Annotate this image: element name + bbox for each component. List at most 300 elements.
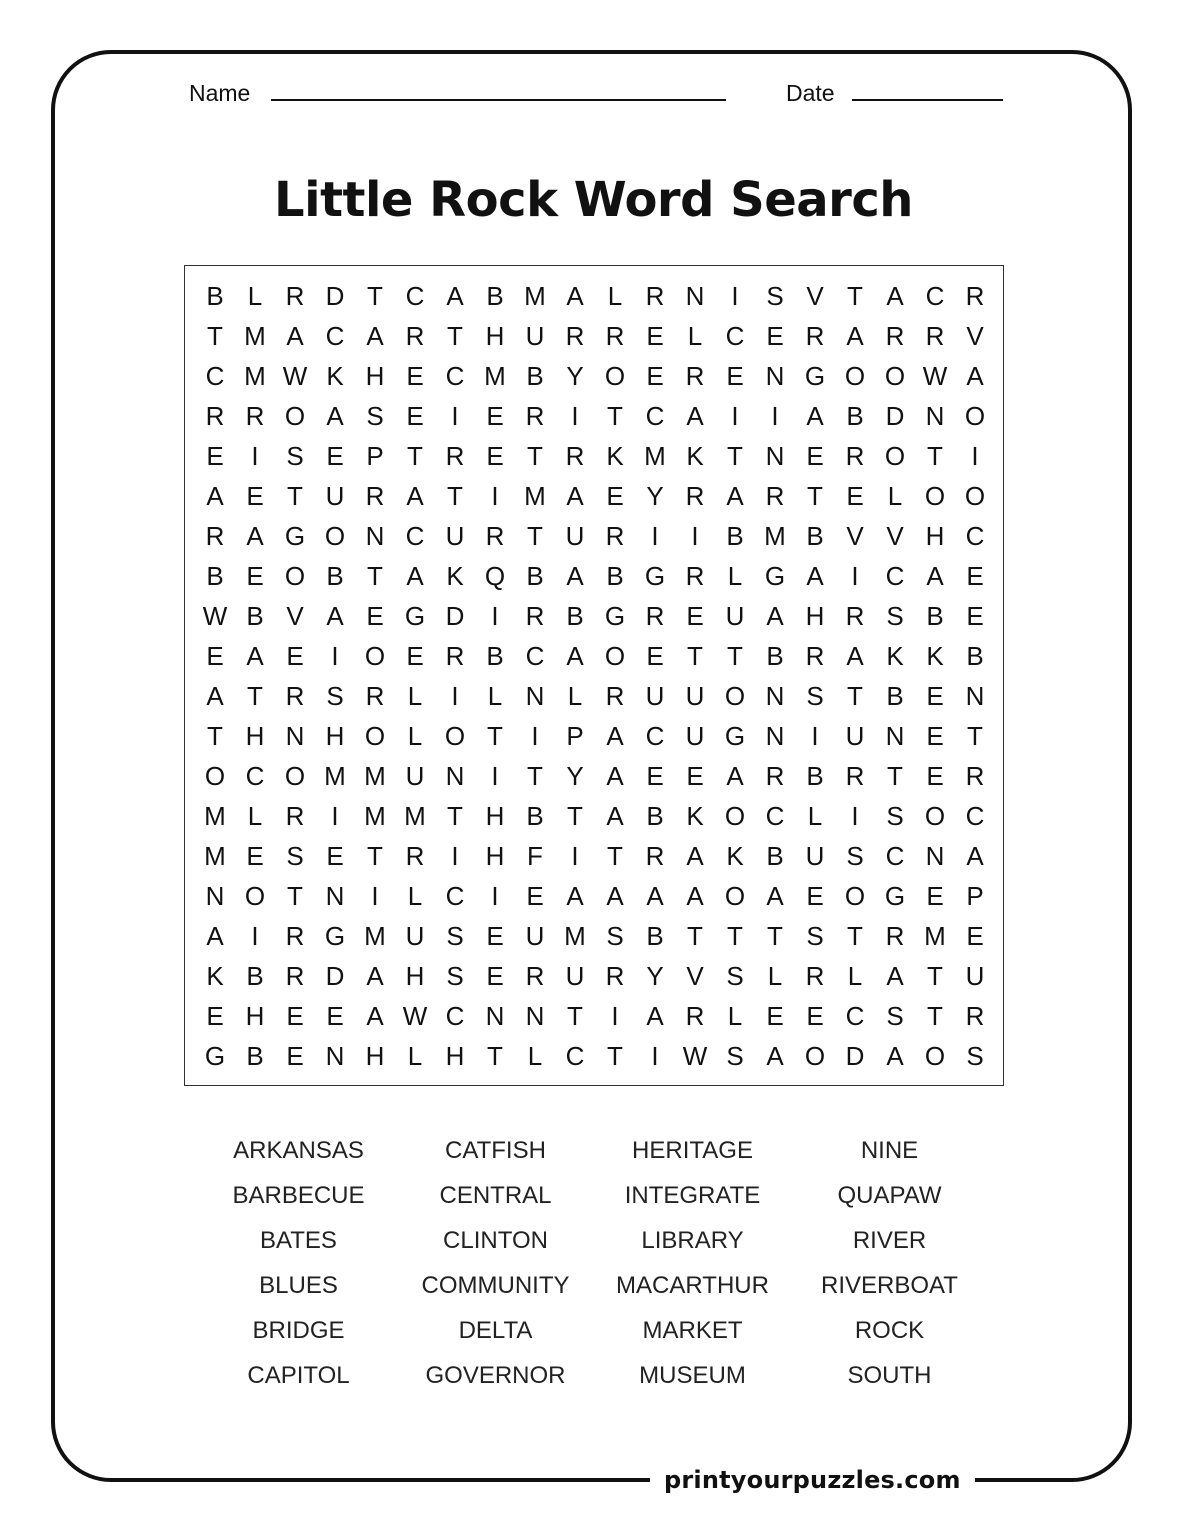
grid-cell: R	[685, 480, 705, 511]
grid-cell: C	[525, 640, 545, 671]
grid-cell: R	[605, 680, 625, 711]
grid-cell: E	[806, 880, 824, 911]
grid-cell: B	[246, 600, 264, 631]
grid-cell: L	[807, 800, 823, 831]
grid-cell: E	[206, 1000, 224, 1031]
word-list-item: MACARTHUR	[616, 1272, 769, 1299]
grid-cell: O	[844, 360, 866, 391]
grid-cell: C	[965, 800, 985, 831]
grid-cell: A	[846, 640, 864, 671]
grid-cell: T	[927, 1000, 943, 1031]
grid-cell: T	[287, 880, 303, 911]
grid-cell: N	[525, 1000, 545, 1031]
grid-cell: H	[365, 1040, 385, 1071]
grid-cell: A	[366, 1000, 384, 1031]
grid-cell: U	[965, 960, 985, 991]
grid-cell: E	[926, 760, 944, 791]
grid-cell: I	[451, 400, 459, 431]
grid-cell: T	[767, 920, 783, 951]
grid-cell: R	[285, 960, 305, 991]
grid-cell: F	[527, 840, 543, 871]
grid-cell: W	[682, 1040, 708, 1071]
grid-cell: E	[646, 360, 664, 391]
grid-cell: O	[364, 640, 386, 671]
grid-cell: L	[727, 1000, 743, 1031]
grid-cell: T	[207, 720, 223, 751]
grid-cell: A	[606, 800, 624, 831]
grid-cell: C	[885, 840, 905, 871]
grid-cell: B	[206, 560, 224, 591]
grid-cell: K	[686, 800, 704, 831]
grid-cell: G	[204, 1040, 226, 1071]
grid-cell: U	[445, 520, 465, 551]
grid-cell: A	[406, 560, 424, 591]
grid-cell: I	[731, 280, 739, 311]
grid-cell: N	[965, 680, 985, 711]
grid-cell: N	[325, 1040, 345, 1071]
grid-cell: D	[845, 1040, 865, 1071]
grid-cell: I	[531, 720, 539, 751]
grid-cell: E	[966, 920, 984, 951]
grid-cell: A	[966, 840, 984, 871]
grid-cell: R	[765, 760, 785, 791]
grid-cell: A	[246, 520, 264, 551]
grid-cell: I	[811, 720, 819, 751]
grid-cell: A	[846, 320, 864, 351]
grid-cell: I	[331, 640, 339, 671]
grid-cell: I	[331, 800, 339, 831]
grid-cell: R	[885, 320, 905, 351]
word-list-item: RIVERBOAT	[821, 1272, 958, 1299]
grid-cell: C	[445, 880, 465, 911]
grid-cell: M	[244, 320, 266, 351]
grid-cell: L	[687, 320, 703, 351]
grid-cell: I	[651, 520, 659, 551]
grid-cell: H	[805, 600, 825, 631]
grid-cell: M	[764, 520, 786, 551]
grid-cell: O	[844, 880, 866, 911]
grid-cell: E	[246, 480, 264, 511]
grid-cell: S	[366, 400, 384, 431]
grid-cell: I	[491, 600, 499, 631]
grid-cell: E	[406, 360, 424, 391]
grid-cell: Y	[646, 480, 664, 511]
grid-cell: R	[205, 400, 225, 431]
grid-cell: B	[566, 600, 584, 631]
grid-cell: T	[607, 840, 623, 871]
grid-cell: R	[525, 400, 545, 431]
grid-cell: R	[685, 360, 705, 391]
grid-cell: A	[606, 880, 624, 911]
grid-cell: E	[486, 960, 504, 991]
grid-cell: N	[925, 400, 945, 431]
grid-cell: E	[806, 1000, 824, 1031]
grid-cell: I	[451, 680, 459, 711]
grid-cell: A	[926, 560, 944, 591]
grid-cell: S	[726, 1040, 744, 1071]
grid-cell: C	[445, 1000, 465, 1031]
grid-cell: T	[487, 720, 503, 751]
grid-cell: O	[884, 360, 906, 391]
grid-cell: I	[491, 760, 499, 791]
grid-cell: A	[686, 880, 704, 911]
grid-cell: A	[366, 320, 384, 351]
grid-cell: O	[604, 360, 626, 391]
grid-cell: N	[765, 440, 785, 471]
grid-cell: L	[567, 680, 583, 711]
grid-cell: T	[607, 1040, 623, 1071]
grid-cell: B	[766, 640, 784, 671]
grid-cell: L	[487, 680, 503, 711]
grid-cell: A	[806, 400, 824, 431]
grid-cell: L	[887, 480, 903, 511]
word-list-item: BRIDGE	[252, 1317, 345, 1344]
grid-cell: B	[846, 400, 864, 431]
grid-cell: E	[926, 680, 944, 711]
grid-cell: I	[571, 840, 579, 871]
grid-cell: I	[651, 1040, 659, 1071]
grid-cell: T	[287, 480, 303, 511]
grid-cell: H	[365, 360, 385, 391]
grid-cell: T	[567, 1000, 583, 1031]
grid-cell: E	[206, 640, 224, 671]
grid-cell: D	[445, 600, 465, 631]
grid-cell: U	[325, 480, 345, 511]
grid-cell: N	[205, 880, 225, 911]
grid-cell: M	[644, 440, 666, 471]
grid-cell: B	[526, 360, 544, 391]
grid-cell: T	[847, 680, 863, 711]
grid-cell: C	[405, 520, 425, 551]
word-list-item: CLINTON	[443, 1227, 548, 1254]
grid-cell: N	[365, 520, 385, 551]
grid-cell: A	[206, 920, 224, 951]
grid-cell: R	[645, 600, 665, 631]
grid-cell: T	[367, 280, 383, 311]
grid-cell: N	[765, 360, 785, 391]
grid-cell: T	[927, 960, 943, 991]
grid-cell: T	[687, 640, 703, 671]
grid-cell: O	[444, 720, 466, 751]
grid-cell: I	[491, 880, 499, 911]
grid-cell: U	[645, 680, 665, 711]
grid-cell: R	[405, 840, 425, 871]
grid-cell: M	[364, 760, 386, 791]
grid-cell: I	[611, 1000, 619, 1031]
name-label: Name	[189, 80, 251, 106]
word-list-item: CATFISH	[445, 1137, 546, 1164]
grid-cell: U	[685, 680, 705, 711]
grid-cell: R	[845, 600, 865, 631]
grid-cell: R	[565, 440, 585, 471]
grid-cell: A	[366, 960, 384, 991]
grid-cell: T	[247, 680, 263, 711]
word-list-item: ROCK	[854, 1317, 925, 1344]
grid-cell: V	[286, 600, 304, 631]
grid-cell: I	[371, 880, 379, 911]
grid-cell: M	[524, 280, 546, 311]
grid-cell: L	[247, 800, 263, 831]
grid-cell: C	[645, 720, 665, 751]
grid-cell: L	[727, 560, 743, 591]
grid-cell: T	[367, 840, 383, 871]
grid-cell: P	[566, 720, 584, 751]
grid-cell: U	[725, 600, 745, 631]
grid-cell: O	[884, 440, 906, 471]
grid-cell: O	[324, 520, 346, 551]
grid-cell: M	[404, 800, 426, 831]
grid-cell: E	[286, 640, 304, 671]
grid-cell: A	[566, 880, 584, 911]
word-list-item: CAPITOL	[247, 1362, 350, 1389]
grid-cell: Y	[566, 360, 584, 391]
grid-cell: R	[245, 400, 265, 431]
grid-cell: E	[926, 880, 944, 911]
grid-cell: H	[485, 840, 505, 871]
grid-cell: O	[924, 480, 946, 511]
grid-cell: V	[966, 320, 984, 351]
grid-cell: R	[805, 640, 825, 671]
grid-cell: A	[206, 680, 224, 711]
grid-cell: E	[286, 1040, 304, 1071]
grid-cell: M	[524, 480, 546, 511]
grid-cell: B	[246, 960, 264, 991]
grid-cell: A	[766, 600, 784, 631]
grid-cell: A	[766, 880, 784, 911]
grid-cell: O	[964, 400, 986, 431]
word-list-item: HERITAGE	[632, 1137, 753, 1164]
word-list-item: QUAPAW	[837, 1182, 942, 1209]
grid-cell: E	[206, 440, 224, 471]
grid-cell: N	[445, 760, 465, 791]
word-list-item: SOUTH	[847, 1362, 932, 1389]
grid-cell: I	[851, 560, 859, 591]
grid-cell: G	[324, 920, 346, 951]
grid-cell: B	[486, 280, 504, 311]
grid-cell: R	[925, 320, 945, 351]
grid-cell: G	[644, 560, 666, 591]
grid-cell: E	[806, 440, 824, 471]
word-list-item: LIBRARY	[641, 1227, 744, 1254]
grid-cell: S	[806, 680, 824, 711]
grid-cell: E	[846, 480, 864, 511]
grid-cell: E	[726, 360, 744, 391]
grid-cell: K	[206, 960, 224, 991]
grid-cell: G	[724, 720, 746, 751]
grid-cell: A	[726, 760, 744, 791]
grid-cell: G	[764, 560, 786, 591]
word-list-item: BLUES	[259, 1272, 338, 1299]
grid-cell: A	[446, 280, 464, 311]
grid-cell: R	[685, 560, 705, 591]
grid-cell: P	[366, 440, 384, 471]
grid-cell: O	[804, 1040, 826, 1071]
grid-cell: B	[806, 760, 824, 791]
grid-cell: E	[966, 560, 984, 591]
grid-cell: V	[886, 520, 904, 551]
grid-cell: O	[924, 1040, 946, 1071]
grid-cell: B	[966, 640, 984, 671]
grid-cell: R	[885, 920, 905, 951]
grid-cell: A	[406, 480, 424, 511]
grid-cell: O	[724, 680, 746, 711]
grid-cell: S	[766, 280, 784, 311]
grid-cell: N	[765, 680, 785, 711]
grid-cell: W	[402, 1000, 428, 1031]
grid-cell: T	[407, 440, 423, 471]
grid-cell: T	[847, 280, 863, 311]
grid-cell: C	[205, 360, 225, 391]
grid-cell: E	[326, 440, 344, 471]
word-list-item: BARBECUE	[232, 1182, 365, 1209]
grid-cell: O	[604, 640, 626, 671]
grid-cell: M	[364, 800, 386, 831]
grid-cell: R	[605, 520, 625, 551]
grid-cell: E	[646, 320, 664, 351]
grid-cell: A	[286, 320, 304, 351]
grid-cell: H	[925, 520, 945, 551]
grid-cell: R	[645, 840, 665, 871]
grid-cell: O	[724, 880, 746, 911]
grid-cell: T	[927, 440, 943, 471]
grid-cell: R	[405, 320, 425, 351]
grid-cell: B	[646, 920, 664, 951]
grid-cell: L	[527, 1040, 543, 1071]
grid-cell: A	[686, 400, 704, 431]
grid-cell: S	[726, 960, 744, 991]
grid-cell: B	[766, 840, 784, 871]
grid-cell: A	[886, 280, 904, 311]
grid-cell: R	[285, 280, 305, 311]
grid-cell: C	[405, 280, 425, 311]
grid-cell: E	[486, 400, 504, 431]
grid-cell: G	[284, 520, 306, 551]
grid-cell: I	[771, 400, 779, 431]
grid-cell: T	[847, 920, 863, 951]
grid-cell: I	[251, 440, 259, 471]
word-list	[200, 1128, 990, 1398]
grid-cell: R	[445, 440, 465, 471]
word-list-item: INTEGRATE	[624, 1182, 761, 1209]
grid-cell: S	[886, 800, 904, 831]
grid-cell: T	[727, 440, 743, 471]
grid-cell: E	[406, 400, 424, 431]
word-list-item: MUSEUM	[639, 1362, 746, 1389]
grid-cell: A	[246, 640, 264, 671]
grid-cell: T	[207, 320, 223, 351]
grid-cell: O	[284, 760, 306, 791]
grid-cell: L	[847, 960, 863, 991]
grid-cell: L	[607, 280, 623, 311]
grid-cell: U	[845, 720, 865, 751]
grid-cell: E	[486, 920, 504, 951]
grid-cell: R	[365, 680, 385, 711]
grid-cell: R	[605, 960, 625, 991]
grid-cell: U	[405, 760, 425, 791]
grid-cell: T	[527, 440, 543, 471]
grid-cell: R	[965, 760, 985, 791]
grid-cell: A	[646, 1000, 664, 1031]
grid-cell: C	[445, 360, 465, 391]
grid-cell: L	[247, 280, 263, 311]
grid-cell: A	[686, 840, 704, 871]
grid-cell: M	[484, 360, 506, 391]
grid-cell: N	[525, 680, 545, 711]
grid-cell: M	[204, 840, 226, 871]
grid-cell: R	[205, 520, 225, 551]
grid-cell: S	[326, 680, 344, 711]
grid-cell: H	[485, 800, 505, 831]
grid-cell: P	[966, 880, 984, 911]
grid-cell: T	[447, 320, 463, 351]
grid-cell: V	[846, 520, 864, 551]
grid-cell: M	[244, 360, 266, 391]
grid-cell: A	[566, 280, 584, 311]
date-line	[852, 99, 1003, 101]
grid-cell: K	[926, 640, 944, 671]
grid-cell: I	[691, 520, 699, 551]
grid-cell: E	[486, 440, 504, 471]
grid-cell: B	[606, 560, 624, 591]
grid-cell: T	[607, 400, 623, 431]
word-list-item: BATES	[260, 1227, 337, 1254]
grid-cell: M	[204, 800, 226, 831]
word-list-item: ARKANSAS	[233, 1137, 364, 1164]
grid-cell: T	[447, 480, 463, 511]
grid-cell: T	[727, 640, 743, 671]
grid-cell: S	[966, 1040, 984, 1071]
grid-cell: K	[326, 360, 344, 391]
grid-cell: C	[565, 1040, 585, 1071]
grid-cell: O	[964, 480, 986, 511]
grid-cell: S	[806, 920, 824, 951]
grid-cell: E	[966, 600, 984, 631]
grid-cell: R	[565, 320, 585, 351]
grid-cell: U	[525, 920, 545, 951]
grid-cell: M	[924, 920, 946, 951]
grid-cell: O	[204, 760, 226, 791]
grid-cell: R	[805, 320, 825, 351]
grid-cell: E	[326, 1000, 344, 1031]
grid-cell: B	[526, 560, 544, 591]
grid-cell: I	[731, 400, 739, 431]
grid-cell: E	[926, 720, 944, 751]
grid-cell: T	[487, 1040, 503, 1071]
grid-cell: A	[566, 560, 584, 591]
grid-cell: O	[284, 400, 306, 431]
grid-cell: E	[246, 560, 264, 591]
grid-cell: R	[525, 600, 545, 631]
word-list-item: MARKET	[642, 1317, 743, 1344]
grid-cell: R	[845, 440, 865, 471]
grid-cell: C	[925, 280, 945, 311]
grid-cell: H	[245, 1000, 265, 1031]
grid-cell: T	[807, 480, 823, 511]
grid-cell: R	[485, 520, 505, 551]
grid-cell: I	[971, 440, 979, 471]
grid-cell: R	[285, 800, 305, 831]
grid-cell: A	[646, 880, 664, 911]
grid-cell: R	[805, 960, 825, 991]
grid-cell: E	[646, 640, 664, 671]
grid-cell: T	[727, 920, 743, 951]
grid-cell: C	[965, 520, 985, 551]
grid-cell: B	[486, 640, 504, 671]
grid-cell: M	[364, 920, 386, 951]
footer-site: printyourpuzzles.com	[650, 1462, 975, 1498]
grid-cell: V	[806, 280, 824, 311]
grid-cell: E	[686, 600, 704, 631]
